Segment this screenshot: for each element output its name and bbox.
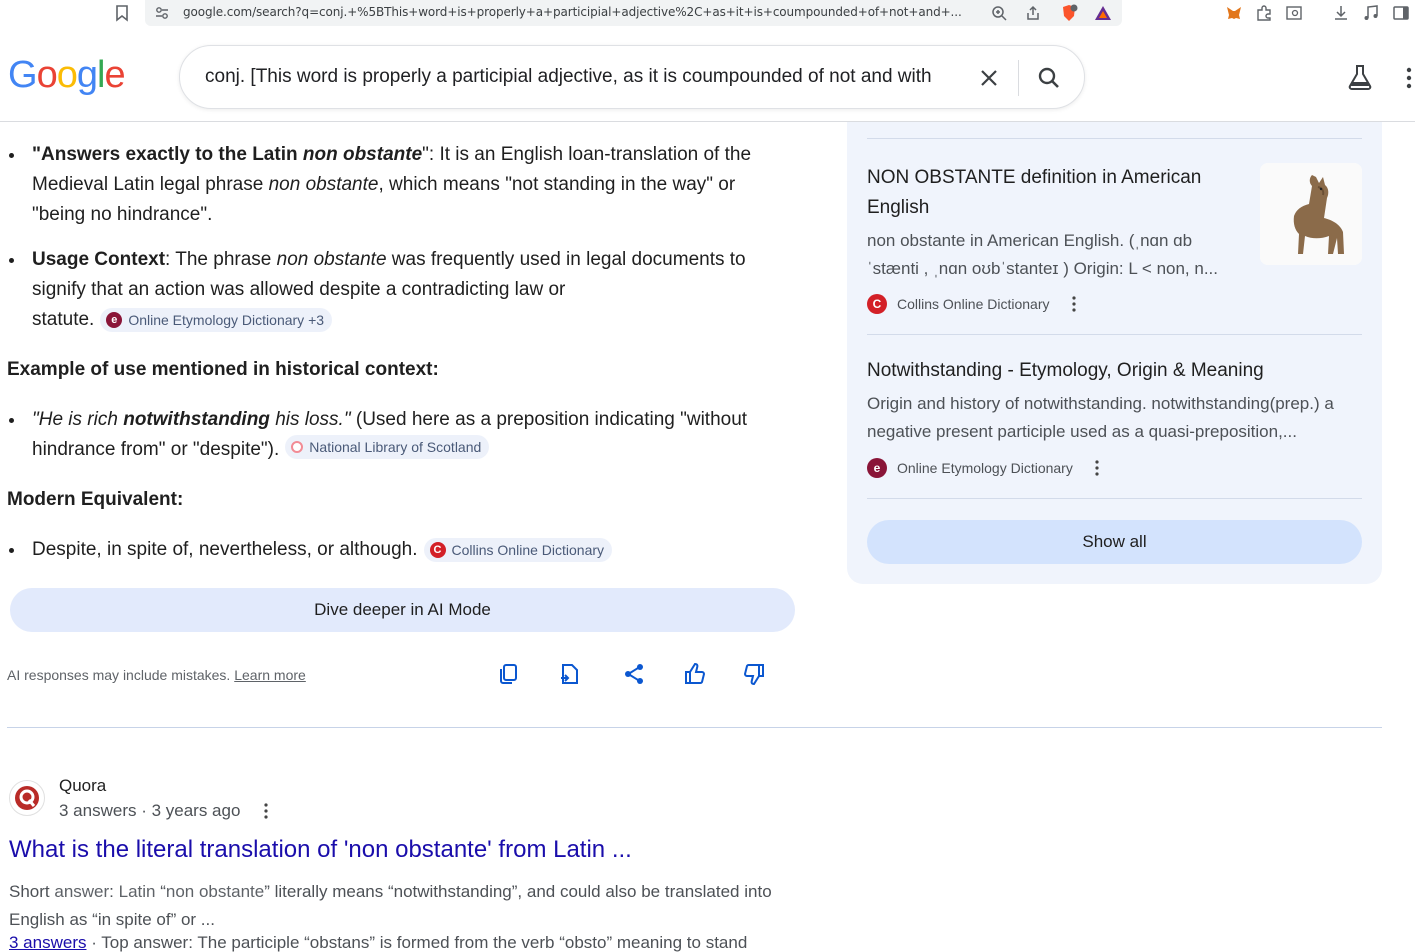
brave-rewards-icon[interactable] <box>1094 4 1112 22</box>
overview-bullet-1: "Answers exactly to the Latin non obstante": It is an English loan-translation of the Medieval Latin legal phrase non obstante, which means "not standing in the way" or "being no hindrance". <box>32 140 751 230</box>
svg-text:Google: Google <box>8 54 124 96</box>
more-options-icon[interactable] <box>1404 66 1414 90</box>
metamask-icon[interactable] <box>1225 4 1243 22</box>
reader-mode-icon[interactable] <box>1285 4 1303 22</box>
section-divider <box>7 727 1382 728</box>
search-icon[interactable] <box>1033 62 1065 94</box>
result-snippet: Short answer: Latin “non obstante” literally means “notwithstanding”, and could also be translated into English as “in spite of” or ... <box>9 882 772 929</box>
extensions-icon[interactable] <box>1255 4 1273 22</box>
section-heading-modern: Modern Equivalent: <box>7 489 184 510</box>
collins-icon: C <box>430 542 446 558</box>
overview-bullet-3: "He is rich notwithstanding his loss." (Used here as a preposition indicating "without hindrance from" or "despite"). National Library of Scotland <box>32 405 747 465</box>
thumbs-up-icon[interactable] <box>683 662 707 686</box>
search-box-divider <box>1018 60 1019 96</box>
show-all-button[interactable]: Show all <box>867 520 1362 564</box>
site-info-icon[interactable] <box>154 5 170 21</box>
thumbs-down-icon[interactable] <box>742 662 766 686</box>
export-doc-icon[interactable] <box>557 662 581 686</box>
panel-divider <box>867 334 1362 335</box>
ai-disclaimer: AI responses may include mistakes. Learn more <box>7 667 306 683</box>
share-page-icon[interactable] <box>1024 4 1042 22</box>
section-heading-example: Example of use mentioned in historical context: <box>7 359 439 380</box>
brave-shields-icon[interactable] <box>1060 4 1078 22</box>
dive-deeper-ai-mode-button[interactable]: Dive deeper in AI Mode <box>10 588 795 632</box>
citation-chip-etymonline[interactable]: e Online Etymology Dictionary +3 <box>100 308 332 332</box>
result-answers-line: 3 answers · Top answer: The participle “obstans” is formed from the verb “obsto” meaning to stand <box>9 933 748 952</box>
source-title-etymonline[interactable]: Notwithstanding - Etymology, Origin & Meaning <box>867 360 1264 381</box>
nls-icon <box>291 441 303 453</box>
url-text[interactable]: google.com/search?q=conj.+%5BThis+word+is+properly+a+participial+adjective%2C+as+it+is+coumpounded+of+not+and+... <box>183 5 962 19</box>
sources-panel <box>847 122 1382 584</box>
labs-flask-icon[interactable] <box>1346 63 1374 91</box>
panel-divider <box>867 498 1362 499</box>
media-icon[interactable] <box>1362 4 1380 22</box>
share-icon[interactable] <box>622 662 646 686</box>
source-snippet-etymonline: Origin and history of notwithstanding. notwithstanding(prep.) a negative present participle used as a quasi-preposition,... <box>867 394 1334 441</box>
etymonline-icon: e <box>106 312 122 328</box>
source-more-icon[interactable] <box>1066 294 1082 314</box>
source-more-icon[interactable] <box>1089 458 1105 478</box>
zoom-icon[interactable] <box>990 4 1008 22</box>
result-site-name[interactable]: Quora <box>59 776 107 795</box>
browser-toolbar <box>0 0 1415 28</box>
overview-bullet-4: Despite, in spite of, nevertheless, or although. C Collins Online Dictionary <box>32 535 612 565</box>
citation-chip-nls[interactable]: National Library of Scotland <box>285 435 489 459</box>
source-title-collins[interactable]: NON OBSTANTE definition in American English <box>867 167 1202 218</box>
llama-thumbnail[interactable] <box>1260 163 1362 265</box>
etymonline-icon: e <box>867 458 887 478</box>
source-snippet-collins: non obstante in American English. (ˌnɑn ɑb ˈstænti , ˌnɑn oʊbˈstanteɪ ) Origin: L < non, n... <box>867 231 1218 278</box>
result-more-icon[interactable] <box>258 801 274 821</box>
source-site-etymonline[interactable]: e Online Etymology Dictionary <box>867 458 1105 478</box>
result-title-link[interactable]: What is the literal translation of 'non obstante' from Latin ... <box>9 836 632 863</box>
answers-link[interactable]: 3 answers <box>9 933 87 952</box>
search-header <box>0 30 1415 122</box>
quora-favicon[interactable] <box>9 780 45 816</box>
result-meta: 3 answers · 3 years ago <box>59 801 274 821</box>
downloads-icon[interactable] <box>1332 4 1350 22</box>
source-site-collins[interactable]: C Collins Online Dictionary <box>867 294 1082 314</box>
search-input[interactable]: conj. [This word is properly a participial adjective, as it is coumpounded of not and with <box>205 66 932 87</box>
overview-bullet-2: Usage Context: The phrase non obstante was frequently used in legal documents to signify that an action was allowed despite a contradicting law or statute. e Online Etymology Dictionary +3 <box>32 245 746 335</box>
bookmark-icon[interactable] <box>114 4 130 22</box>
panel-divider-top <box>867 138 1362 139</box>
google-logo[interactable] <box>8 54 124 106</box>
collins-icon: C <box>867 294 887 314</box>
sidebar-icon[interactable] <box>1392 4 1410 22</box>
citation-chip-collins[interactable]: C Collins Online Dictionary <box>424 538 613 562</box>
search-box[interactable] <box>179 45 1085 109</box>
copy-icon[interactable] <box>497 662 521 686</box>
learn-more-link[interactable]: Learn more <box>234 667 306 683</box>
clear-search-icon[interactable] <box>975 64 1003 92</box>
